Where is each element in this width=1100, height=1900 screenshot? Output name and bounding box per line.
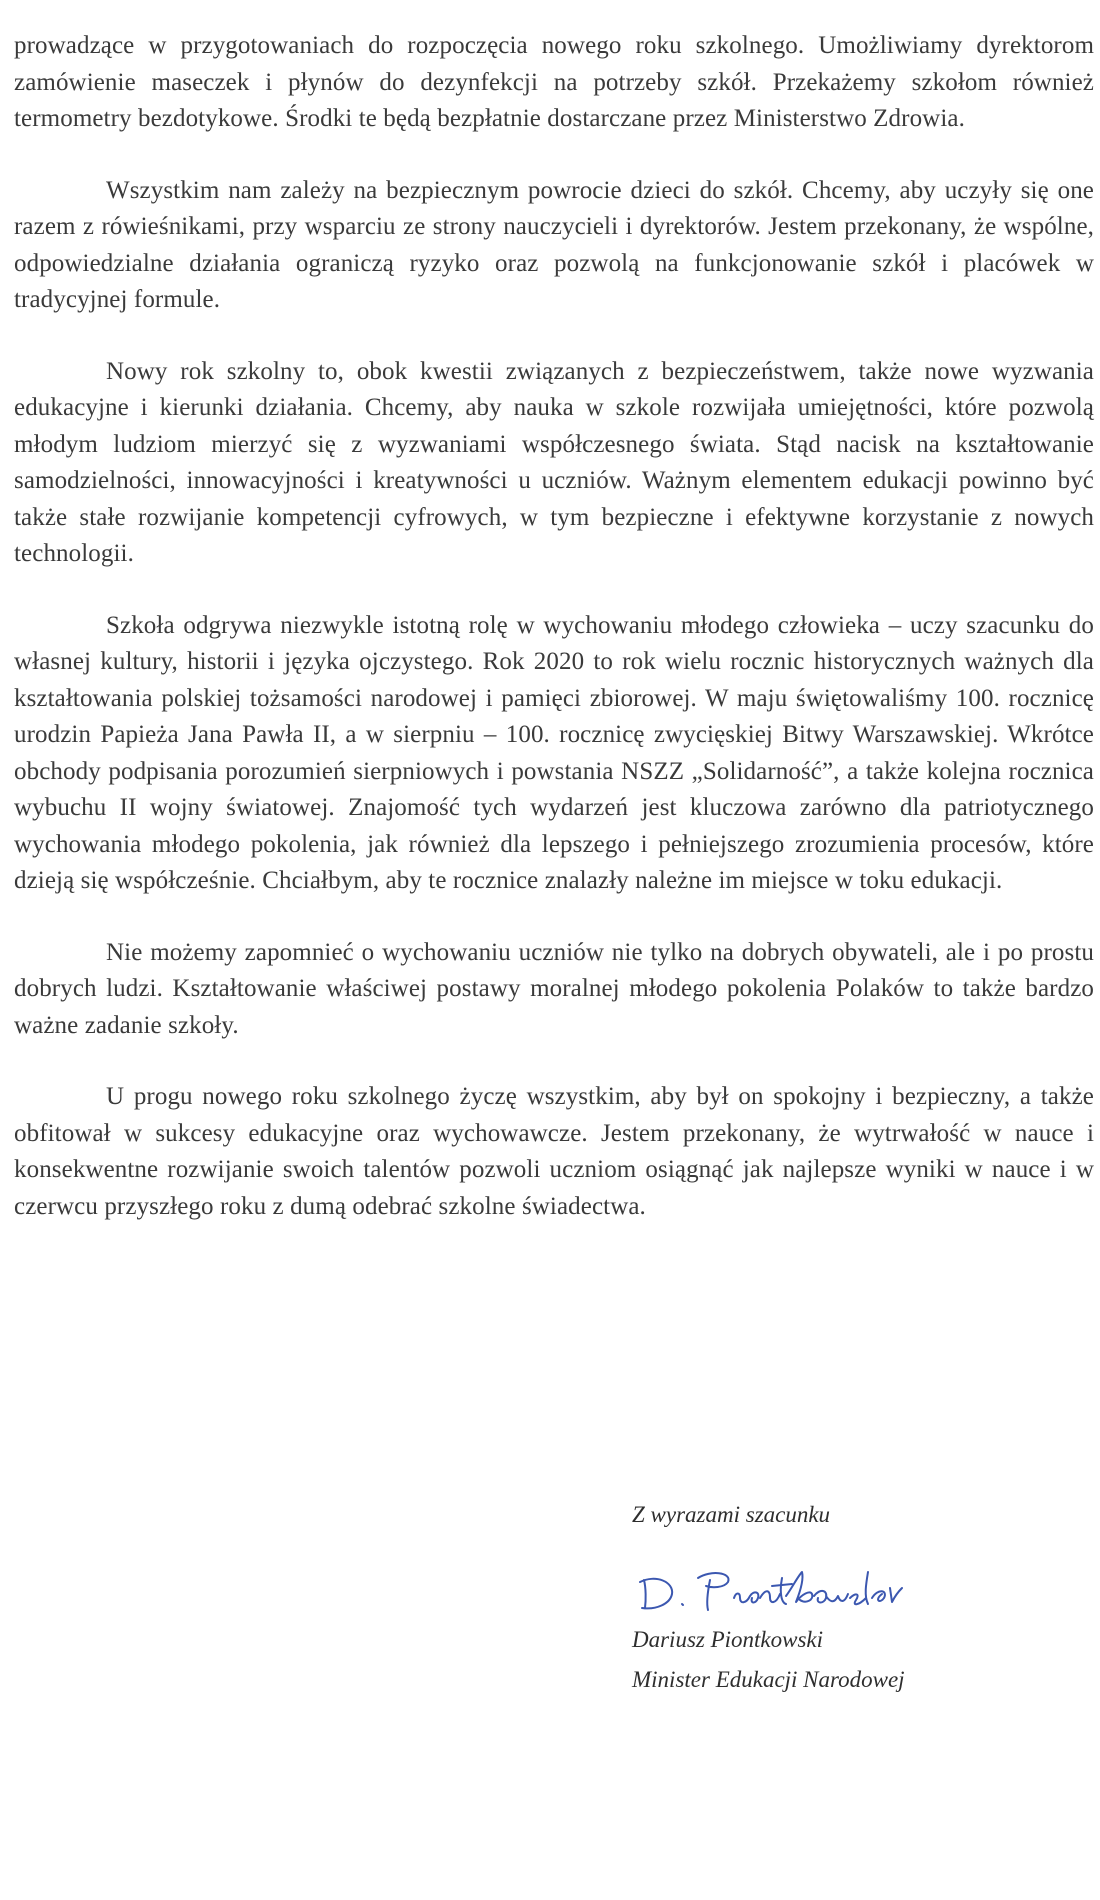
- paragraph-3: Nowy rok szkolny to, obok kwestii związanych z bezpieczeństwem, także nowe wyzwania edukacyjne i kierunki działania. Chcemy, aby nauka w szkole rozwijała umiejętności, które pozwolą młodym ludziom mierzyć się z wyzwaniami współczesnego świata. Stąd nacisk na kształtowanie samodzielności, innowacyjności i kreatywności u uczniów. Ważnym elementem edukacji powinno być także stałe rozwijanie kompetencji cyfrowych, w tym bezpieczne i efektywne korzystanie z nowych technologii.: [14, 357, 1094, 567]
- signatory-name: Dariusz Piontkowski: [632, 1627, 824, 1652]
- letter-body: [14, 28, 1094, 1260]
- signature-graphic: [636, 1558, 956, 1618]
- paragraph-6: U progu nowego roku szkolnego życzę wszystkim, aby był on spokojny i bezpieczny, a także obfitował w sukcesy edukacyjne oraz wychowawcze. Jestem przekonany, że wytrwałość w nauce i konsekwentne rozwijanie swoich talentów pozwoli uczniom osiągnąć jak najlepsze wyniki w nauce i w czerwcu przyszłego roku z dumą odebrać szkolne świadectwa.: [14, 1083, 1094, 1220]
- paragraph-4: Szkoła odgrywa niezwykle istotną rolę w wychowaniu młodego człowieka – uczy szacunku do własnej kultury, historii i języka ojczystego. Rok 2020 to rok wielu rocznic historycznych ważnych dla kształtowania polskiej tożsamości narodowej i pamięci zbiorowej. W maju świętowaliśmy 100. rocznicę urodzin Papieża Jana Pawła II, a w sierpniu – 100. rocznicę zwycięskiej Bitwy Warszawskiej. Wkrótce obchody podpisania porozumień sierpniowych i powstania NSZZ „Solidarność”, a także kolejna rocznica wybuchu II wojny światowej. Znajomość tych wydarzeń jest kluczowa zarówno dla patriotycznego wychowania młodego pokolenia, jak również dla lepszego i pełniejszego zrozumienia procesów, które dzieją się współcześnie. Chciałbym, aby te rocznice znalazły należne im miejsce w toku edukacji.: [14, 611, 1094, 894]
- closing-block: [632, 1498, 1032, 1700]
- paragraph-2: Wszystkim nam zależy na bezpiecznym powrocie dzieci do szkół. Chcemy, aby uczyły się one razem z rówieśnikami, przy wsparciu ze strony nauczycieli i dyrektorów. Jestem przekonany, że wspólne, odpowiedzialne działania ograniczą ryzyko oraz pozwolą na funkcjonowanie szkół i placówek w tradycyjnej formule.: [14, 176, 1094, 313]
- salutation: Z wyrazami szacunku: [632, 1502, 831, 1527]
- paragraph-5: Nie możemy zapomnieć o wychowaniu uczniów nie tylko na dobrych obywateli, ale i po prostu dobrych ludzi. Kształtowanie właściwej postawy moralnej młodego pokolenia Polaków to także bardzo ważne zadanie szkoły.: [14, 938, 1094, 1039]
- handwritten-signature: [632, 1540, 1032, 1620]
- signatory-title: Minister Edukacji Narodowej: [632, 1667, 905, 1692]
- paragraph-1: prowadzące w przygotowaniach do rozpoczęcia nowego roku szkolnego. Umożliwiamy dyrektorom zamówienie maseczek i płynów do dezynfekcji na potrzeby szkół. Przekażemy szkołom również termometry bezdotykowe. Środki te będą bezpłatnie dostarczane przez Ministerstwo Zdrowia.: [14, 32, 1094, 132]
